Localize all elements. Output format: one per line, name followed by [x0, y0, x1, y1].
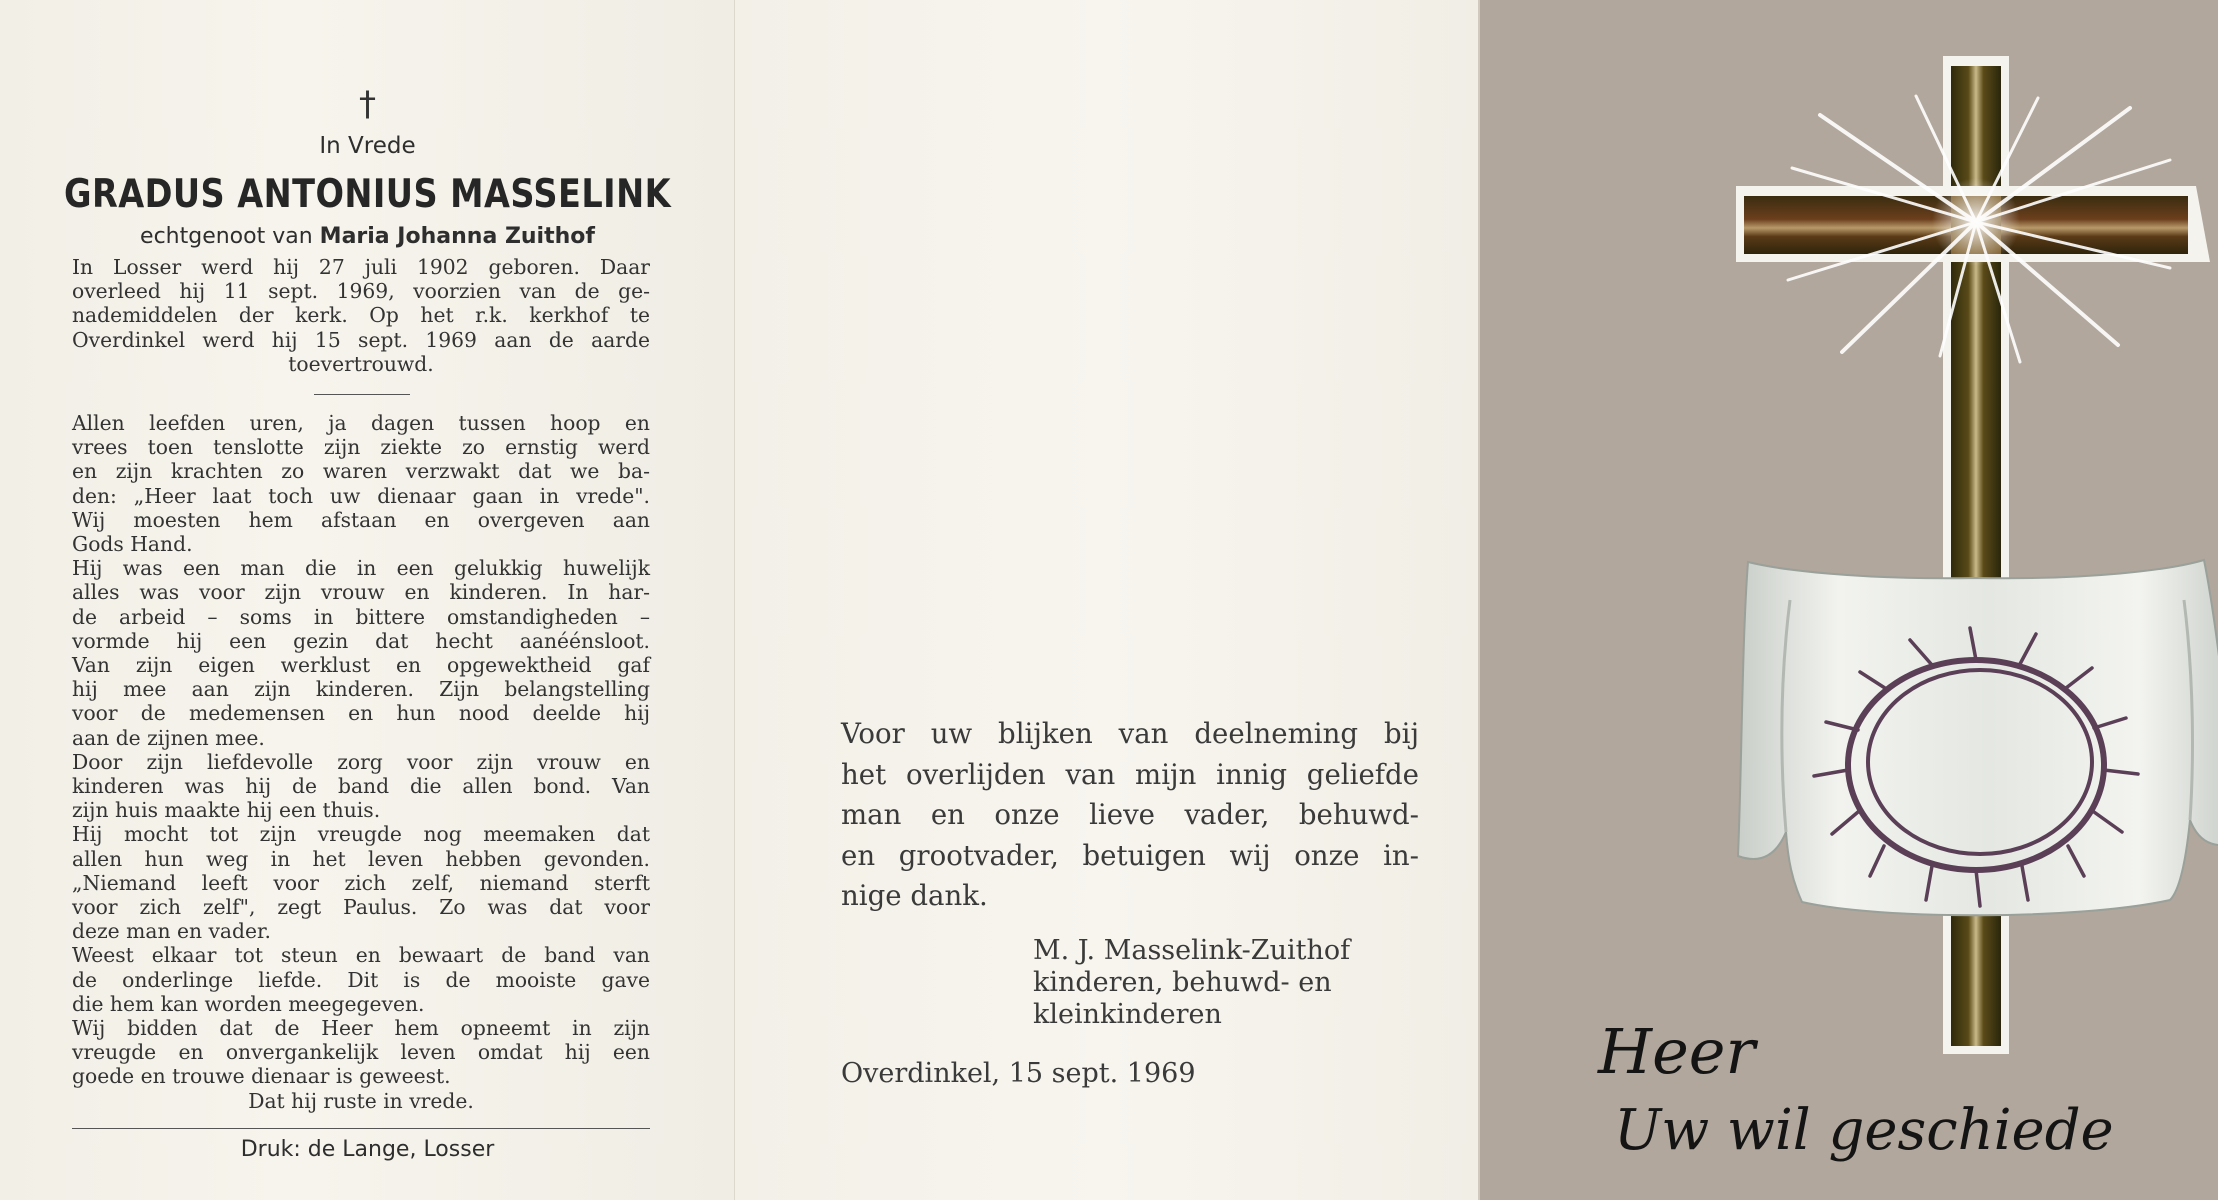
- obituary-panel: [0, 0, 735, 1200]
- memorial-line: die hem kan worden meegegeven.: [72, 991, 425, 1016]
- divider-long: [72, 1128, 650, 1129]
- signer-line: kinderen, behuwd- en: [1033, 967, 1332, 998]
- motto-line-2: Uw wil geschiede: [1614, 1098, 2114, 1163]
- memorial-line: Door zijn liefdevolle zorg voor zijn vrouw en: [72, 749, 650, 774]
- intro-line: nademiddelen der kerk. Op het r.k. kerkhof te: [72, 303, 650, 328]
- deceased-name: GRADUS ANTONIUS MASSELINK: [64, 172, 671, 217]
- memorial-line: vrees toen tenslotte zijn ziekte zo ernstig werd: [72, 435, 650, 460]
- memorial-line: Dat hij ruste in vrede.: [248, 1088, 474, 1113]
- memorial-line: Hij was een man die in een gelukkig huwelijk: [72, 556, 650, 581]
- cross-illustration: [1480, 0, 2218, 1200]
- intro-line: Overdinkel werd hij 15 sept. 1969 aan de aarde: [72, 327, 650, 352]
- memorial-line: en zijn krachten zo waren verzwakt dat we ba-: [72, 459, 650, 484]
- memorial-line: Allen leefden uren, ja dagen tussen hoop en: [72, 411, 650, 435]
- shroud-cloth-icon: [1738, 560, 2218, 915]
- printer-credit: Druk: de Lange, Losser: [240, 1137, 495, 1162]
- intro-line: overleed hij 11 sept. 1969, voorzien van de ge-: [72, 279, 650, 304]
- spouse-prefix: echtgenoot van: [140, 224, 313, 249]
- in-vrede-heading: In Vrede: [319, 133, 416, 159]
- thanks-paragraph: [841, 714, 1419, 917]
- memorial-line: den: „Heer laat toch uw dienaar gaan in vrede".: [72, 483, 650, 508]
- memorial-line: Weest elkaar tot steun en bewaart de band van: [72, 943, 650, 968]
- memorial-line: Wij bidden dat de Heer hem opneemt in zijn: [72, 1016, 650, 1041]
- memorial-line: Van zijn eigen werklust en opgewektheid gaf: [72, 653, 650, 678]
- memorial-line: vormde hij een gezin dat hecht aanéénsloot.: [72, 628, 650, 653]
- memorial-line: voor de medemensen en hun nood deelde hij: [72, 701, 650, 726]
- spouse-line: [0, 224, 735, 249]
- thanks-line: nige dank.: [841, 879, 988, 912]
- memorial-line: Gods Hand.: [72, 532, 193, 557]
- memorial-line: vreugde en onvergankelijk leven omdat hij een: [72, 1040, 650, 1065]
- cross-symbol: †: [359, 84, 376, 124]
- memorial-line: deze man en vader.: [72, 919, 271, 944]
- thanks-line: Voor uw blijken van deelneming bij: [841, 717, 1419, 750]
- thanks-line: man en onze lieve vader, behuwd-: [841, 798, 1419, 831]
- memorial-line: de arbeid – soms in bittere omstandigheden –: [72, 604, 650, 629]
- memorial-line: aan de zijnen mee.: [72, 725, 265, 750]
- intro-paragraph: [72, 255, 650, 376]
- memorial-line: alles was voor zijn vrouw en kinderen. In har-: [72, 580, 650, 605]
- motto-line-1: Heer: [1598, 1015, 1756, 1088]
- memorial-line: de onderlinge liefde. Dit is de mooiste gave: [72, 967, 650, 992]
- memorial-text: [72, 411, 650, 1113]
- intro-line: toevertrouwd.: [288, 351, 434, 376]
- spouse-name: Maria Johanna Zuithof: [319, 224, 595, 249]
- memorial-line: zijn huis maakte hij een thuis.: [72, 798, 381, 823]
- cover-panel: [1480, 0, 2218, 1200]
- memorial-line: hij mee aan zijn kinderen. Zijn belangstelling: [72, 677, 650, 702]
- memorial-line: „Niemand leeft voor zich zelf, niemand sterft: [72, 870, 650, 895]
- glow-icon: [1932, 178, 2020, 266]
- place-date: Overdinkel, 15 sept. 1969: [841, 1058, 1196, 1089]
- thanks-panel: [735, 0, 1480, 1200]
- thanks-line: het overlijden van mijn innig geliefde: [841, 757, 1419, 791]
- memorial-line: Hij mocht tot zijn vreugde nog meemaken dat: [72, 822, 650, 847]
- intro-line: In Losser werd hij 27 juli 1902 geboren. Daar: [72, 255, 650, 279]
- memorial-line: voor zich zelf", zegt Paulus. Zo was dat voor: [72, 895, 650, 920]
- signer-line: kleinkinderen: [1033, 999, 1222, 1030]
- signer-line: M. J. Masselink-Zuithof: [1033, 935, 1351, 966]
- memorial-line: allen hun weg in het leven hebben gevonden.: [72, 846, 650, 871]
- thanks-line: en grootvader, betuigen wij onze in-: [841, 838, 1419, 872]
- signers-block: [1033, 935, 1350, 1031]
- memorial-line: Wij moesten hem afstaan en overgeven aan: [72, 507, 650, 532]
- memorial-line: kinderen was hij de band die allen bond. Van: [72, 774, 650, 799]
- divider-short: [314, 394, 410, 395]
- memorial-line: goede en trouwe dienaar is geweest.: [72, 1064, 451, 1089]
